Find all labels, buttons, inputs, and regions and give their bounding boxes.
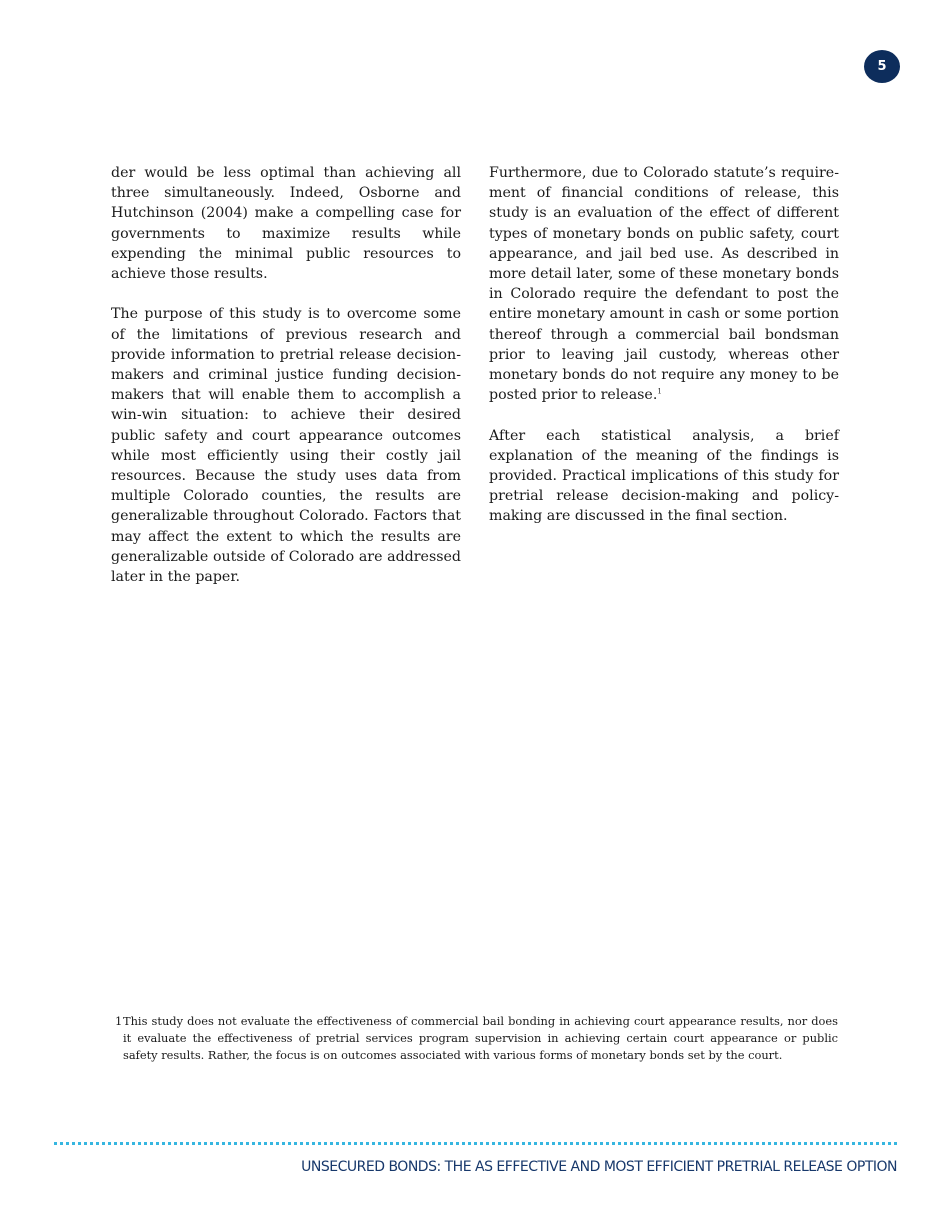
footnote-reference[interactable]: 1 <box>657 387 662 396</box>
page-number-badge: 5 <box>864 50 900 83</box>
paragraph-text: Furthermore, due to Colorado statute’s requirement of financial conditions of release, this study is an evaluation of the effect of different types of monetary bonds on public safety, court appearance, and jail bed use. As described in more detail later, some of these monetary bonds in Colorado require the defendant to post the entire monetary amount in cash or some portion thereof through a commercial bail bondsman prior to leaving jail custody, whereas other monetary bonds do not require any money to be posted prior to release. <box>489 165 839 404</box>
paragraph <box>489 163 839 405</box>
paragraph: After each statistical analysis, a brief explanation of the meaning of the findings is provided. Practical implications of this study for pretrial release decision-making and policy-making are discussed in the final section. <box>489 427 839 525</box>
right-column <box>489 163 839 547</box>
paragraph: der would be less optimal than achieving all three simultaneously. Indeed, Osborne and Hutchinson (2004) make a compelling case for governments to maximize results while expending the minimal public resources to achieve those results. <box>111 165 461 283</box>
footer-divider <box>54 1142 897 1145</box>
footnote-text: This study does not evaluate the effectiveness of commercial bail bonding in achieving court appearance results, nor does it evaluate the effectiveness of pretrial services program supervision in achieving certain court appearance or public safety results. Rather, the focus is on outcomes associated with various forms of monetary bonds set by the court. <box>123 1014 838 1062</box>
left-column <box>111 163 461 607</box>
paragraph: The purpose of this study is to overcome some of the limitations of previous research and provide information to pretrial release decision-makers and criminal justice funding decision-makers that will enable them to accomplish a win-win situation: to achieve their desired public safety and court appearance outcomes while most efficiently using their costly jail resources. Because the study uses data from multiple Colorado counties, the results are generalizable throughout Colorado. Factors that may affect the extent to which the results are generalizable outside of Colorado are addressed later in the paper. <box>111 306 461 586</box>
footnote-number: 1 <box>115 1014 123 1028</box>
running-footer-title: UNSECURED BONDS: THE AS EFFECTIVE AND MOST EFFICIENT PRETRIAL RELEASE OPTION <box>301 1159 897 1175</box>
footnote <box>115 1013 838 1064</box>
